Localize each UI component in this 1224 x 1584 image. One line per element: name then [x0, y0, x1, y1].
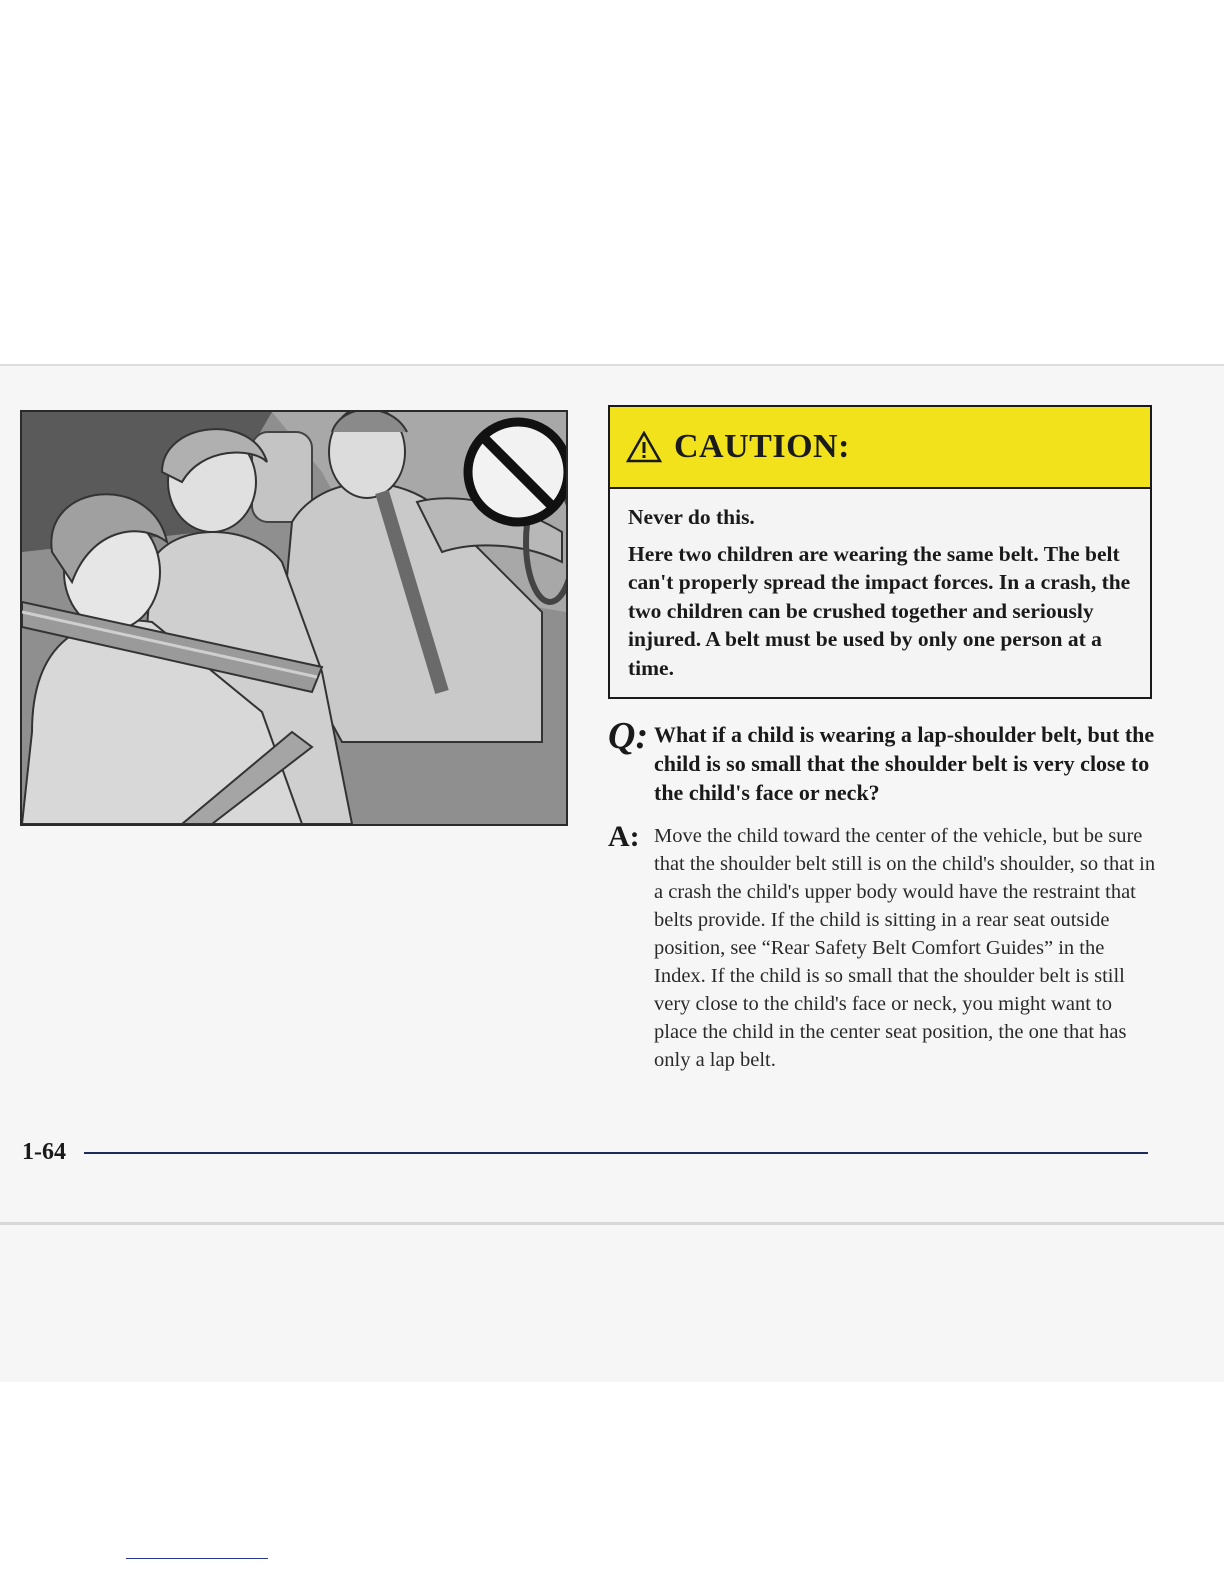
page-number: 1-64 — [22, 1139, 66, 1165]
caution-title: CAUTION: — [674, 428, 850, 465]
answer-text: Move the child toward the center of the vehicle, but be sure that the shoulder belt still is on the child's shoulder, so that in a crash the child's upper body would have the restraint that belts provide. If the child is sitting in a rear seat outside position, see “Rear Safety Belt Comfort Guides” in the Index. If the child is so small that the shoulder belt is still very close to the child's face or neck, you might want to place the child in the center seat position, the one that has only a lap belt. — [654, 825, 1156, 1071]
answer-block — [608, 822, 1156, 1074]
warning-triangle-icon — [626, 431, 662, 463]
caution-intro: Never do this. — [628, 505, 755, 529]
footer-rule — [84, 1152, 1148, 1154]
caution-text: Here two children are wearing the same belt. The belt can't properly spread the impact forces. In a crash, the two children can be crushed together and seriously injured. A belt must be used by only one person at a time. — [628, 541, 1131, 680]
question-block — [608, 715, 1156, 807]
page-edge-shadow — [0, 1222, 1224, 1225]
caution-header — [610, 407, 1150, 489]
caution-body — [610, 489, 1150, 682]
question-text: What if a child is wearing a lap-shoulder belt, but the child is so small that the shoulder belt is very close to the child's face or neck? — [654, 722, 1155, 805]
question-mark: Q: — [608, 715, 649, 757]
caution-box — [608, 405, 1152, 699]
answer-mark: A: — [608, 820, 640, 853]
bottom-underline — [126, 1558, 268, 1559]
illustration-svg — [22, 412, 566, 824]
illustration-two-children-one-belt — [20, 410, 568, 826]
